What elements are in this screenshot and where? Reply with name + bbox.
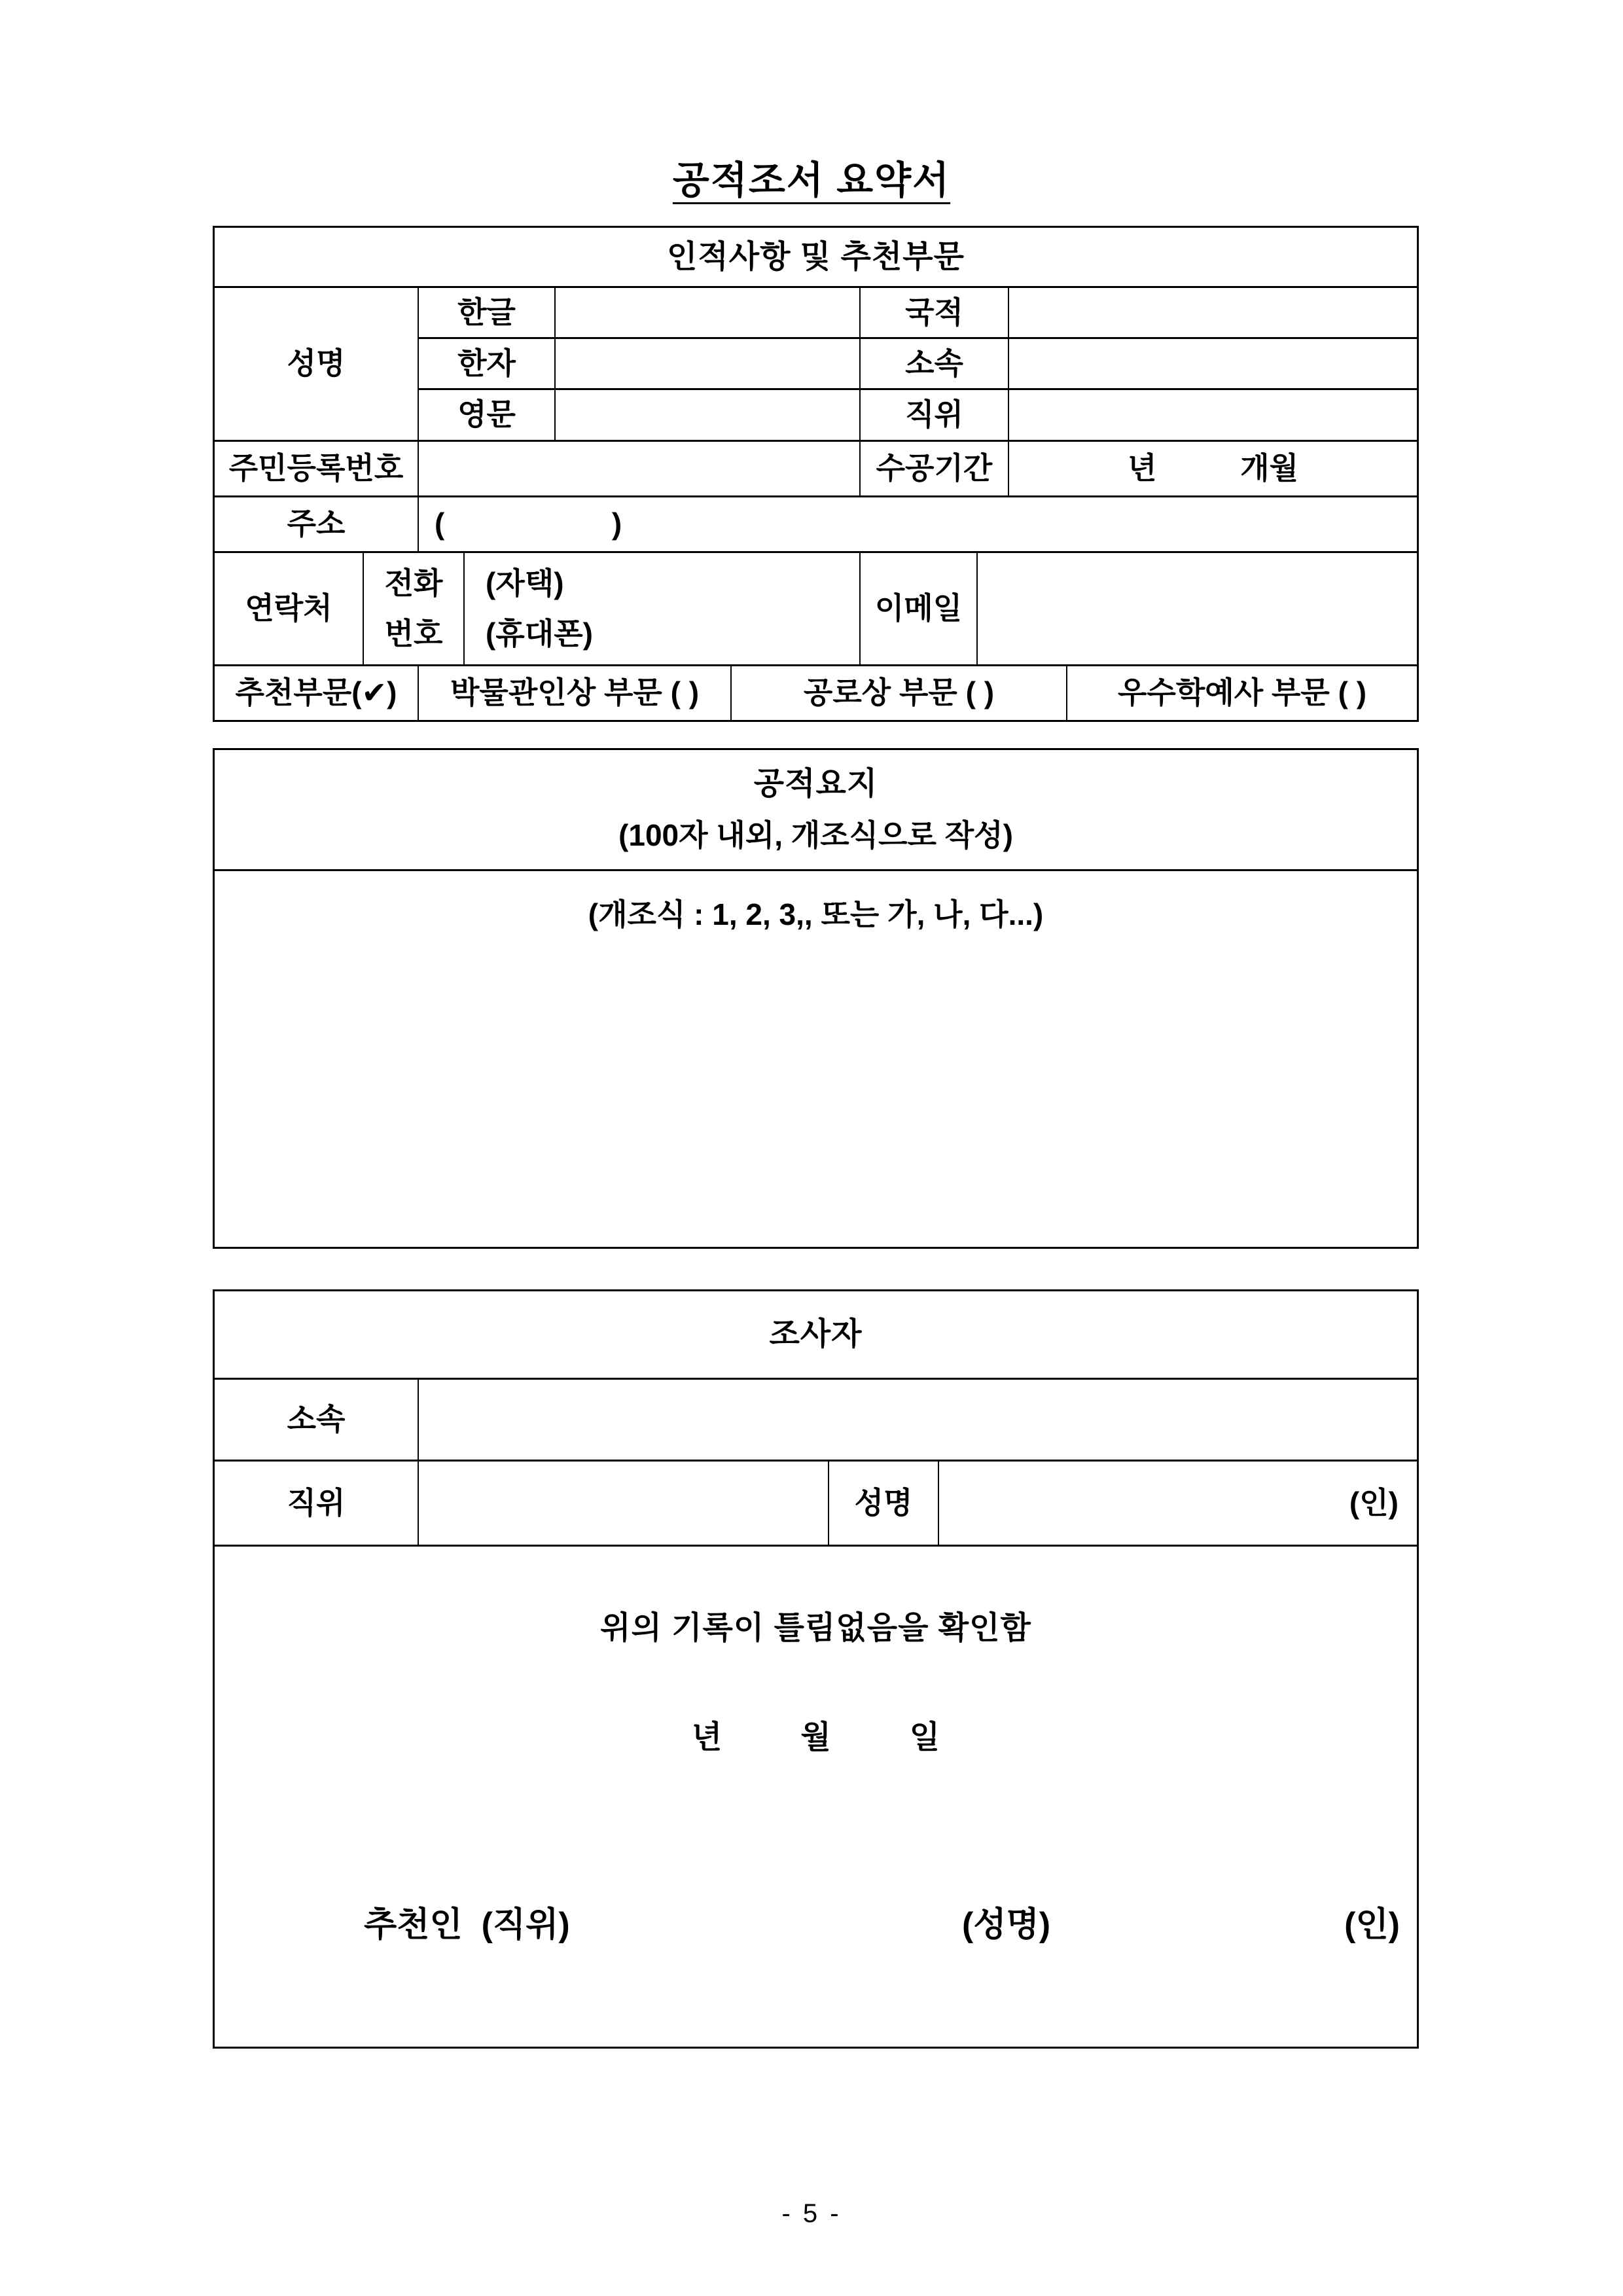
recommender-name: (성명): [962, 1906, 1051, 1944]
merit-summary-header: [215, 750, 1417, 871]
phone-label-bottom: 번호: [384, 617, 443, 651]
confirmation-area: [215, 1547, 1417, 2047]
investigator-name-label: 성명: [829, 1462, 939, 1547]
phone-label-top: 전화: [384, 565, 443, 600]
category-label: 추천부문(✔): [215, 666, 419, 720]
merit-summary-subtitle: (100자 내외, 개조식으로 작성): [618, 818, 1013, 853]
investigator-position-value: [419, 1462, 829, 1547]
resident-no-label: 주민등록번호: [215, 442, 419, 497]
merit-summary-title: 공적요지: [753, 766, 878, 802]
category-merit-award: 공로상 부문 ( ): [732, 666, 1067, 720]
recommender-label: 추천인 (직위): [364, 1906, 570, 1944]
investigator-affiliation-label: 소속: [215, 1380, 419, 1462]
position-value: [1009, 390, 1417, 442]
merit-summary-hint: (개조식 : 1, 2, 3,, 또는 가, 나, 다...): [588, 897, 1044, 931]
name-label: 성명: [215, 288, 419, 442]
name-hangul-value: [556, 288, 861, 339]
phone-values: [465, 553, 861, 666]
investigator-header: 조사자: [215, 1291, 1417, 1380]
email-label: 이메일: [861, 553, 978, 666]
personal-table-header: 인적사항 및 추천부문: [215, 228, 1417, 288]
investigator-seal: (인): [939, 1462, 1417, 1547]
affiliation-label: 소속: [861, 339, 1009, 390]
position-label: 직위: [861, 390, 1009, 442]
resident-no-value: [419, 442, 861, 497]
nationality-value: [1009, 288, 1417, 339]
nationality-label: 국적: [861, 288, 1009, 339]
date-line: 년 월 일: [691, 1720, 940, 1755]
investigator-position-label: 직위: [215, 1462, 419, 1547]
category-curator-award: 우수학예사 부문 ( ): [1117, 675, 1367, 710]
investigator-table: [213, 1289, 1419, 2049]
title-row: [0, 149, 1623, 204]
merit-summary-body: [215, 871, 1417, 1247]
merit-summary-table: [213, 748, 1419, 1249]
investigator-affiliation-value: [419, 1380, 1417, 1462]
affiliation-value: [1009, 339, 1417, 390]
merit-period-value: 년 개월: [1009, 442, 1417, 497]
address-label: 주소: [215, 497, 419, 553]
contact-label: 연락처: [215, 553, 364, 666]
phone-number-label: [364, 553, 465, 666]
phone-home-label: (자택): [486, 565, 564, 600]
name-english-label: 영문: [419, 390, 556, 442]
phone-mobile-label: (휴대폰): [486, 617, 593, 651]
page-number: - 5 -: [781, 2199, 842, 2228]
confirmation-text: 위의 기록이 틀림없음을 확인함: [600, 1611, 1031, 1645]
name-english-value: [556, 390, 861, 442]
name-hanja-label: 한자: [419, 339, 556, 390]
recommender-seal: (인): [1344, 1906, 1400, 1944]
address-value: ( ): [419, 497, 1417, 553]
category-museum-person: 박물관인상 부문 ( ): [419, 666, 732, 720]
personal-info-table: [213, 226, 1419, 722]
page-title: 공적조서 요약서: [672, 159, 951, 202]
name-hanja-value: [556, 339, 861, 390]
merit-period-label: 수공기간: [861, 442, 1009, 497]
name-hangul-label: 한글: [419, 288, 556, 339]
email-value: [978, 553, 1417, 666]
